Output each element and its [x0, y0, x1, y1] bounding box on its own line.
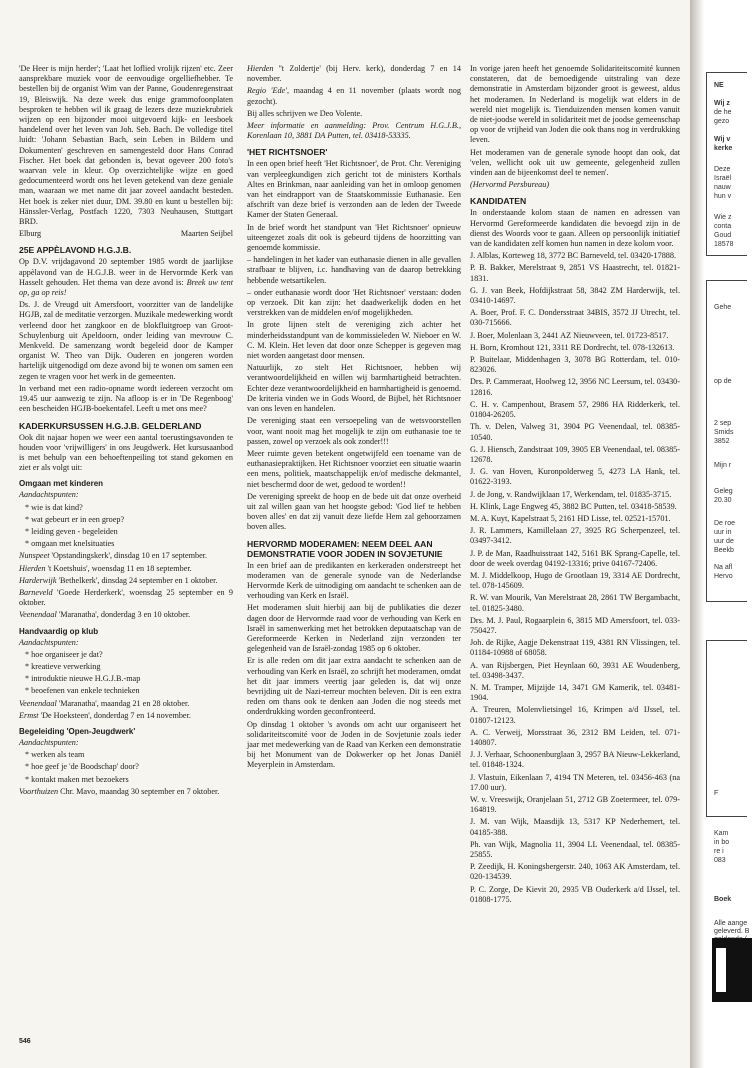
kandidaat-entry: N. M. Tramper, Mijzijde 14, 3471 GM Kamerik, tel. 03481-1904. [470, 682, 680, 703]
kandidaat-entry: J. M. van Wijk, Maasdijk 13, 5317 KP Nederhemert, tel. 04185-388. [470, 817, 680, 837]
adjacent-text-fragment: Alle aange [714, 920, 748, 927]
kandidaat-entry: Drs. M. J. Paul, Rogaarplein 6, 3815 MD Amersfoort, tel. 033-750427. [470, 615, 680, 635]
adjacent-text-fragment: 18578 [714, 241, 734, 248]
course-location [19, 564, 233, 574]
kandidaat-entry: J. Alblas, Korteweg 18, 3772 BC Barneveld, tel. 03420-17888. [470, 251, 677, 261]
adjacent-text-fragment: 2 sep [714, 420, 732, 427]
aandachtspunt-item: * omgaan met knelsituaties [25, 539, 115, 549]
location-text: 't Koetshuis', woensdag 11 en 18 september. [45, 563, 192, 573]
kandidaat-entry: J. Boer, Molenlaan 3, 2441 AZ Nieuwveen, tel. 01723-8517. [470, 330, 669, 340]
aandachtspunt-item: * wie is dat kind? [25, 502, 83, 512]
location-place: Harderwijk [19, 575, 57, 585]
adjacent-text-fragment: Na afl [714, 564, 733, 571]
location-text: 'Maranatha', donderdag 3 en 10 oktober. [56, 610, 191, 620]
adjacent-text-fragment: Mijn r [714, 462, 732, 469]
kandidaat-entry: G. J. van Beek, Hofdijkstraat 58, 3842 ZM Harderwijk, tel. 03410-14697. [470, 285, 680, 306]
heading-kaderkursussen: KADERKURSUSSEN H.G.J.B. GELDERLAND [19, 420, 202, 431]
aandachtspunt-item: * hoe organiseer je dat? [25, 649, 103, 659]
adjacent-text-fragment: de he [714, 109, 732, 116]
location-text: ''t Zoldertje' (bij Herv. kerk), donderdag 7 en 14 november. [247, 64, 461, 84]
kandidaat-entry: A. Treuren, Molenvlietsingel 16, Krimpen a/d IJssel, tel. 01807-12123. [470, 705, 680, 725]
adjacent-text-fragment: 20.30 [714, 497, 732, 504]
appel-paragraph-1 [19, 257, 233, 298]
location-place: Voorthuizen [19, 786, 59, 796]
heading-kandidaten: KANDIDATEN [470, 196, 527, 207]
aandachtspunt-item: * kreatieve verwerking [25, 661, 101, 671]
kandidaat-entry: J. R. Lammers, Kamillelaan 27, 3925 RG Scherpenzeel, tel. 03497-3412. [470, 526, 680, 546]
adjacent-text-fragment: Geleg [714, 488, 733, 495]
adjacent-text-fragment: kerke [714, 145, 733, 152]
adjacent-text-fragment: Wij z [714, 100, 730, 107]
appel-text: Op D.V. vrijdagavond 20 september 1985 wordt de jaarlijkse appèlavond van de H.G.J.B. weer in de Hervormde Kerk van Hasselt gehouden. Het thema van deze avond is: [19, 257, 233, 287]
richtsnoer-p5: In grote lijnen stelt de vereniging zich achter het minderheidsstandpunt van de kommissieleden W. Nieboer en W. C. M. Klein. Het leven dat door onze Schepper is gegeven mag niet worden aangetast door mensen. [247, 320, 461, 361]
moderamen-p4: Op dinsdag 1 oktober 's avonds om acht uur organiseert het solidariteitscomité voor de Joden in de Sovjetunie zoals ieder jaar met medewerking van de Raad van Kerken een demonstratie bij het Monument van de Dokwerker op het Jonas Daniël Meyerplein in Amsterdam. [247, 719, 461, 770]
location-text: 'De Hoeksteen', donderdag 7 en 14 november. [38, 710, 191, 720]
heading-omgaan: Omgaan met kinderen [19, 479, 104, 489]
meer-informatie-line: Meer informatie en aanmelding: Prov. Centrum H.G.J.B., Korenlaan 10, 3881 DA Putten, tel. 03418-53335. [247, 121, 461, 141]
course-location [19, 588, 233, 608]
kandidaat-entry: J. G. van Hoven, Kuronpolderweg 5, 4273 LA Hank, tel. 01622-3193. [470, 467, 680, 487]
column-3 [470, 64, 680, 907]
kandidaat-entry: R. W. van Mourik, Van Merelstraat 28, 2861 TW Bergambacht, tel. 01825-3480. [470, 593, 680, 613]
omgaan-list [19, 503, 233, 550]
location-text: 'Opstandingskerk', dinsdag 10 en 17 september. [49, 551, 208, 561]
kandidaat-entry: H. Klink, Lage Engweg 45, 3882 BC Putten, tel. 03418-58539. [470, 501, 677, 511]
page-number: 546 [19, 1038, 31, 1045]
adjacent-text-fragment: Boek [714, 896, 732, 903]
adjacent-text-fragment: op de [714, 378, 732, 385]
adjacent-text-fragment: conta [714, 223, 732, 230]
kandidaat-entry: Th. v. Delen, Valweg 31, 3904 PG Veenendaal, tel. 08385-10540. [470, 422, 680, 442]
adjacent-page-strip [690, 0, 750, 1068]
bach-review-paragraph: 'De Heer is mijn herder'; 'Laat het loflied vrolijk rijzen' etc. Zeer aansprekbare muziek voor de eenvoudige orgelliefhebber. Te bestellen bij de organist Wim van der Panne, Goudenregenstraat 19, Bleiswijk. Na deze week dus enige grammofoonplaten besproken te hebben wil ik graag de lezers deze muziekrubriek wijzen op een bijzonder mooi uitgevoerd kijk- en leesboek handelend over het leven van Joh. Seb. Bach. De volledige titel luidt: 'Johann Sebastian Bach, sein Leben in Bildern und Dokumenten' geschreven en samengesteld door Hans Conrad Fischer. Het boek dat gebonden is, bevat ogeveer 200 foto's waarvan vele in kleur. Op overzichtelijke wijze en goed gedocumenteerd wordt ons het leven getekend van deze geniale man, waaraan we met name dit jaar zoveel aandacht besteden. Het boek is zeker niet duur, DM. 39.80 en kunt u bestellen bij: Hänssler-Verlag, Postfach 1220, 7303 Neuhausen, Stuttgart BRD. [19, 64, 233, 227]
course-location [19, 699, 233, 709]
kandidaat-entry: C. H. v. Campenhout, Brasem 57, 2986 HA Ridderkerk, tel. 01804-26205. [470, 399, 680, 420]
aandachtspunt-item: * beoefenen van enkele technieken [25, 686, 140, 696]
kandidaat-entry: P. Buitelaar, Middenhagen 3, 3078 BG Rotterdam, tel. 010-823026. [470, 355, 680, 375]
location-text: 'Maranatha', maandag 21 en 28 oktober. [56, 698, 190, 708]
kandidaat-entry: P. C. Zorge, De Kievit 20, 2935 VB Ouderkerk a/d IJssel, tel. 01808-1775. [470, 884, 680, 904]
richtsnoer-p2: In de brief wordt het standpunt van 'Het Richtsnoer' opnieuw uiteengezet zoals dit ook is gebeurd tijdens de hoorzitting van genoemde kommissie. [247, 222, 461, 253]
location-place: Ermst [19, 710, 39, 720]
course-location [19, 610, 233, 620]
adjacent-text-fragment: Deze [714, 166, 731, 173]
richtsnoer-p8: Meer ruimte geven betekent ongetwijfeld een toename van de euthanasiepraktijken. Het Richtsnoer voorziet een situatie waarin een mens, politiek, maatschappelijk en/of medische dekmantel, niet beschermd door de wet, gedood te worden!! [247, 448, 461, 489]
adjacent-text-fragment: uur de [714, 538, 734, 545]
begeleiding-list [19, 750, 233, 785]
moderamen-p3: Er is alle reden om dit jaar extra aandacht te schenken aan de verhouding van Kerk en Israël, zo schrijft het moderamen, omdat het dit jaar immers veertig jaar geleden is, dat wij onze bevrijding uit de Nazi-terreur mochten beleven. Dit is een extra reden om thans ook te denken aan Joden die nog steeds met onderdrukking worden geconfronteerd. [247, 656, 461, 717]
kandidaten-intro: In onderstaande kolom staan de namen en adressen van Hervormd Gereformeerde kandidaten die bevoegd zijn in de dienst des Woords voor te gaan. Alleen op persoonlijk initiatief van de kandidaten zelf komen hun namen in deze kolom voor. [470, 208, 680, 249]
location-place: Hierden [247, 64, 274, 73]
kandidaat-entry: J. Vlastuin, Eikenlaan 7, 4194 TN Meteren, tel. 03456-463 (na 17.00 uur). [470, 772, 680, 792]
kandidaten-list [470, 251, 680, 905]
aandachtspunten-label: Aandachtspunten: [19, 637, 79, 647]
location-text: Chr. Mavo, maandag 30 september en 7 oktober. [58, 786, 220, 796]
course-location [19, 576, 233, 586]
heading-appelavond: 25E APPÈLAVOND H.G.J.B. [19, 245, 132, 256]
richtsnoer-p4: – onder euthanasie wordt door 'Het Richtsnoer' verstaan: doden op verzoek. Dit kan zijn: het daadwerkelijk doden en het verstrekken van de middelen en/of mogelijkheden. [247, 287, 461, 318]
location-place: Nunspeet [19, 551, 50, 561]
adjacent-text-fragment: re i [714, 848, 724, 855]
column-2 [247, 64, 461, 773]
solidariteit-p2: Het moderamen van de generale synode hoopt dan ook, dat 'velen, wellicht ook uit uw gemeente, gelegenheid zullen vinden aan de bijeenkomst deel te nemen'. [470, 147, 680, 178]
aandachtspunt-item: * leiding geven - begeleiden [25, 526, 118, 536]
heading-richtsnoer: 'HET RICHTSNOER' [247, 147, 328, 158]
omgaan-locations [19, 551, 233, 620]
adjacent-text-fragment: Smids [714, 429, 734, 436]
signature-place: Elburg [19, 229, 42, 239]
kandidaat-entry: M. J. Middelkoop, Hugo de Grootlaan 19, 3314 AE Dordrecht, tel. 078-145609. [470, 570, 680, 591]
adjacent-text-fragment: Goud [714, 232, 732, 239]
column-1 [19, 64, 233, 799]
heading-hervormd-moderamen: HERVORMD MODERAMEN: NEEM DEEL AAN DEMONSTRATIE VOOR JODEN IN SOVJETUNIE [247, 538, 443, 559]
richtsnoer-p1: In een open brief heeft 'Het Richtsnoer', de Prot. Chr. Vereniging van verpleegkundigen zich gericht tot de ministers Korthals Altes en Brinkman, naar aanleiding van het in omloop genomen van het eindrapport van de Staatskommissie Euthanasie. Een afschrift van deze brief is verzonden aan de leden der Tweede Kamer der Staten Generaal. [247, 159, 461, 220]
adjacent-text-fragment: Wij v [714, 136, 731, 143]
adjacent-text-fragment: in bo [714, 839, 730, 846]
heading-begeleiding: Begeleiding 'Open-Jeugdwerk' [19, 726, 136, 736]
adjacent-text-fragment: uur in [714, 529, 732, 536]
adjacent-text-fragment: Gehe [714, 304, 732, 311]
kandidaat-entry: W. v. Vreeswijk, Oranjelaan 51, 2712 GB Zoetermeer, tel. 079-164819. [470, 795, 680, 815]
aandachtspunt-item: * kontakt maken met bezoekers [25, 774, 129, 784]
adjacent-text-fragment: 3852 [714, 438, 730, 445]
adjacent-text-fragment: 083 [714, 857, 726, 864]
aandachtspunt-item: * werken als team [25, 750, 85, 760]
adjacent-text-fragment: NE [714, 82, 724, 89]
aandachtspunt-item: * introduktie nieuwe H.G.J.B.-map [25, 674, 141, 684]
kandidaat-entry: J. de Jong, v. Randwijklaan 17, Werkendam, tel. 01835-3715. [470, 489, 672, 499]
appel-paragraph-2: Ds. J. de Vreugd uit Amersfoort, voorzitter van de landelijke HGJB, zal de meditatie verzorgen. Muzikale medewerking wordt verleend door het zangkoor en de blokfluitgroep van Groot-Schuylenburg uit Apeldoorn, onder leiding van mevrouw C. Menkveld. De samenzang wordt begeleid door de Kamper organist W. Theo van Dijk. Ouderen en jongeren worden hartelijk uitgenodigd om deze avond bij te wonen om samen een zegen te vragen voor het werk in de gemeenten. [19, 300, 233, 381]
source-credit: (Hervormd Persbureau) [470, 180, 550, 190]
hierden-line [247, 64, 461, 84]
location-place: Veenendaal [19, 698, 57, 708]
richtsnoer-p6: Natuurlijk, zo stelt Het Richtsnoer, hebben wij verantwoordelijkheid en willen wij barmhartigheid betrachten. Echter deze verantwoordelijkheid en barmhartigheid is genoemd. De kriteria vinden we in Gods Woord, de Bijbel, hèt Richtsnoer van ons leven en handelen. [247, 363, 461, 414]
adjacent-text-fragment: geleverd. B [714, 928, 750, 935]
signature-line [19, 229, 233, 239]
adjacent-text-fragment: F [714, 790, 719, 797]
richtsnoer-p7: De vereniging staat een versoepeling van de wetsvoorstellen voor, want nooit mag het mogelijk te zijn om euthanasie toe te passen, zowel op verzoek als ook zonder!!! [247, 416, 461, 446]
aandachtspunten-label: Aandachtspunten: [19, 490, 79, 500]
kandidaat-entry: Drs. P. Cammeraat, Hoolweg 12, 3956 NC Leersum, tel. 03430-12816. [470, 377, 680, 397]
adjacent-text-fragment: gezo [714, 118, 730, 125]
location-place: Veenendaal [19, 610, 57, 620]
adjacent-text-fragment: hun v [714, 193, 732, 200]
moderamen-p1: In een brief aan de predikanten en kerkeraden onderstreept het moderamen van de generale synode van de Nederlandse Hervormde Kerk de uitnodiging om aandacht te schenken aan de verhouding van Kerk en Israël. [247, 560, 461, 601]
aandachtspunten-label: Aandachtspunten: [19, 737, 79, 747]
kandidaat-entry: J. P. de Man, Raadhuisstraat 142, 5161 BK Sprang-Capelle, tel. door de week overdag 04192-13316; prive 04167-72406. [470, 548, 680, 568]
moderamen-p2: Het moderamen sluit hierbij aan bij de publikaties die dezer dagen door de Hervormde raad voor de verhouding van Kerk en Israël in samenwerking met het betrokken deputaatschap van de Gereformeerde Kerken in Nederland zijn verzonden ter gelegenheid van de Israël-zondag 1985 op 6 oktober. [247, 603, 461, 654]
kandidaat-entry: M. A. Kuyt, Kapelstraat 5, 2161 HD Lisse, tel. 02521-15701. [470, 513, 671, 523]
course-location [19, 551, 233, 561]
location-text: , maandag 4 en 11 november (plaats wordt nog gezocht). [247, 86, 461, 106]
adjacent-box [706, 640, 747, 817]
kandidaat-entry: J. J. Verhaar, Schoonenburglaan 3, 2957 BA Nieuw-Lekkerland, tel. 01848-1324. [470, 750, 680, 770]
location-text: 'Goede Herderkerk', woensdag 25 september en 9 oktober. [19, 587, 233, 608]
kandidaat-entry: H. Born, Kromhout 121, 3311 RE Dordrecht, tel. 078-132613. [470, 342, 675, 352]
course-location [19, 711, 233, 721]
heading-handvaardig: Handvaardig op klub [19, 626, 99, 636]
location-place: Regio 'Ede' [247, 86, 287, 96]
kandidaat-entry: A. van Rijsbergen, Piet Heynlaan 60, 3931 AE Woudenberg, tel. 03498-3437. [470, 660, 680, 680]
kandidaat-entry: P. Zeedijk, H. Koningsbergerstr. 240, 1063 AK Amsterdam, tel. 020-134539. [470, 862, 680, 882]
adjacent-text-fragment: Hervo [714, 573, 733, 580]
kandidaat-entry: Ph. van Wijk, Magnolia 11, 3904 LL Veenendaal, tel. 08385-25855. [470, 839, 680, 860]
adjacent-text-fragment: Wie z [714, 214, 732, 221]
richtsnoer-p9: De vereniging spreekt de hoop en de bede uit dat onze overheid uit zal willen gaan van het hoogste gebod: 'God lief te hebben boven alles' en dat zij vanuit deze liefde Hem zal gehoorzamen boven alles. [247, 491, 461, 532]
solidariteit-p1: In vorige jaren heeft het genoemde Solidariteitscomité kunnen constateren, dat de bemoedigende uitstraling van deze demonstratie in Amsterdam bijzonder groot is geweest, aldus het moderamen. In Nederland is mogelijk wat elders in de wereld niet mogelijk is. Tienduizenden mensen komen vanuit de niet-joodse wereld in solidariteit met de joodse gemeenschap op voor de vrijheid van Joden die ook thans nog in verdrukking leven. [470, 64, 680, 145]
adjacent-logo [712, 938, 752, 1002]
adjacent-text-fragment: Kam [714, 830, 729, 837]
adjacent-text-fragment: De roe [714, 520, 736, 527]
kandidaat-entry: G. J. Hiensch, Zandstraat 109, 3905 EB Veenendaal, tel. 08385-12678. [470, 444, 680, 464]
kader-paragraph: Ook dit najaar hopen we weer een aantal toerustingsavonden te houden voor 'vrijwilligers' in ons Jeugdwerk. Het kursusaanbod is met behulp van een behoeftenpeiling tot stand gekomen en ziet er als volgt uit: [19, 432, 233, 473]
kandidaat-entry: A. Boer, Prof. F. C. Dondersstraat 34BIS, 3572 JJ Utrecht, tel. 030-715666. [470, 308, 680, 328]
page-gutter-shadow [690, 0, 704, 1068]
location-place: Barneveld [19, 587, 53, 597]
appel-paragraph-3: In verband met een radio-opname wordt iedereen verzocht om 19.45 uur aanwezig te zijn. Na afloop is er in 'De Regenboog' een bescheiden HGJB-boekentafel. Leeft u met ons mee? [19, 383, 233, 414]
location-place: Hierden [19, 563, 46, 573]
signature-name: Maarten Seijbel [180, 229, 233, 239]
adjacent-text-fragment: Beekb [714, 547, 734, 554]
handvaardig-locations [19, 699, 233, 721]
location-text: 'Bethelkerk', dinsdag 24 september en 1 oktober. [56, 575, 218, 585]
handvaardig-list [19, 650, 233, 697]
aandachtspunt-item: * wat gebeurt er in een groep? [25, 514, 125, 524]
kandidaat-entry: A. C. Verweij, Morsstraat 36, 2312 BM Leiden, tel. 071-140807. [470, 727, 680, 747]
richtsnoer-p3: – handelingen in het kader van euthanasie dienen in alle gevallen strafbaar te blijven, i.c. handhaving van de daarop betrekking hebbende wetsartikelen. [247, 255, 461, 285]
adjacent-text-fragment: nauw [714, 184, 731, 191]
kandidaat-entry: Joh. de Rijke, Aagje Dekenstraat 119, 4381 RN Vlissingen, tel. 01184-10988 of 68058. [470, 638, 680, 658]
appel-theme: Breek uw tent op, ga op reis! [19, 277, 233, 298]
adjacent-text-fragment: Israël [714, 175, 732, 182]
kandidaat-entry: P. B. Bakker, Merelstraat 9, 2851 VS Haastrecht, tel. 01821-1831. [470, 263, 680, 283]
aandachtspunt-item: * hoe geef je 'de Boodschap' door? [25, 762, 139, 772]
regio-line [247, 86, 461, 106]
deo-volente-line: Bij alles schrijven we Deo Volente. [247, 108, 363, 118]
begeleiding-location [19, 787, 233, 797]
